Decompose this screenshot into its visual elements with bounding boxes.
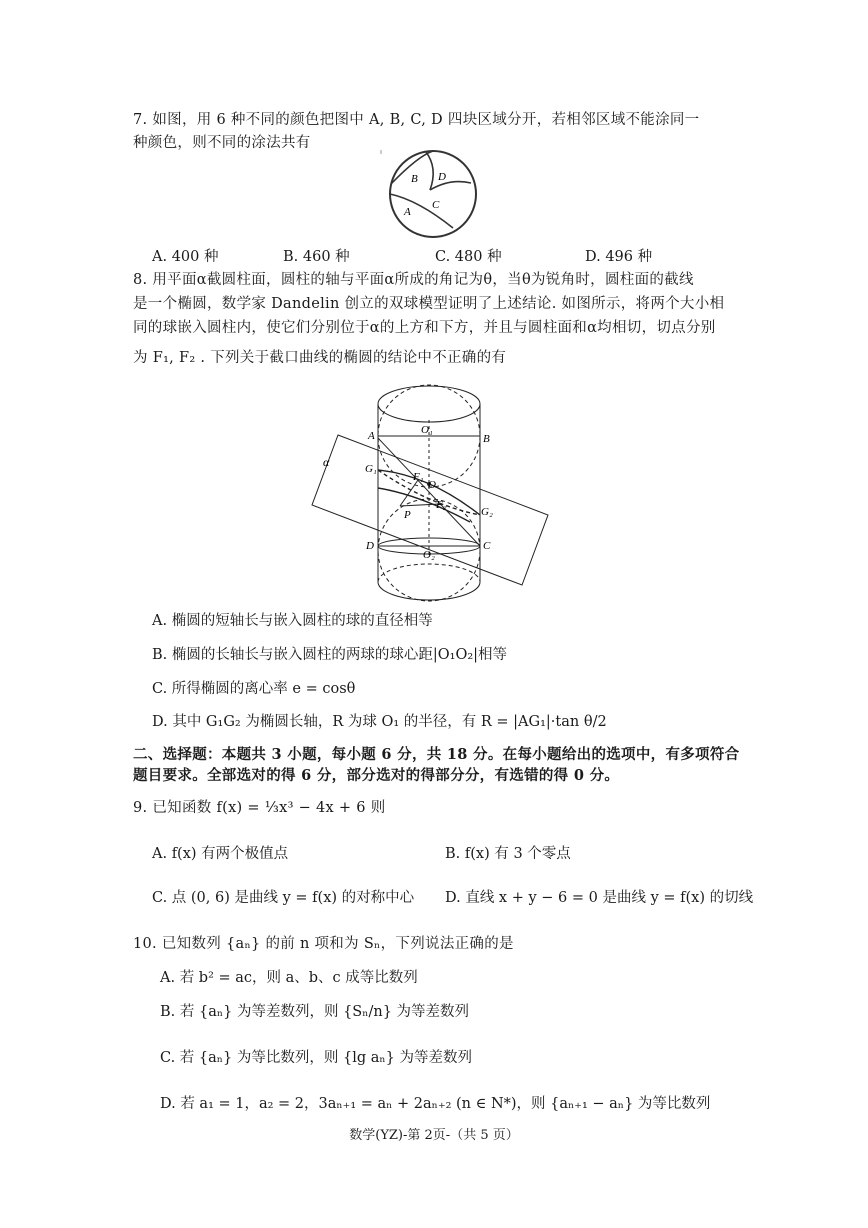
q8-option-a: A. 椭圆的短轴长与嵌入圆柱的球的直径相等 — [152, 613, 433, 629]
q9-option-a: A. f(x) 有两个极值点 — [152, 846, 289, 862]
q10-option-c: C. 若 {aₙ} 为等比数列，则 {lg aₙ} 为等差数列 — [160, 1050, 472, 1066]
q7-label-a: A — [404, 206, 411, 218]
q9-stem: 9. 已知函数 f(x) = ⅓x³ − 4x + 6 则 — [133, 800, 386, 816]
q10-option-b: B. 若 {aₙ} 为等差数列，则 {Sₙ/n} 为等差数列 — [160, 1004, 470, 1020]
q7-option-b: B. 460 种 — [283, 249, 350, 265]
label-d: D — [366, 540, 374, 552]
q8-line1: 8. 用平面α截圆柱面，圆柱的轴与平面α所成的角记为θ，当θ为锐角时，圆柱面的截线 — [133, 272, 694, 288]
q10-stem: 10. 已知数列 {aₙ} 的前 n 项和为 Sₙ，下列说法正确的是 — [133, 936, 514, 952]
q7-label-b: B — [411, 173, 418, 185]
label-a: A — [368, 430, 375, 442]
label-o2: O₂ — [423, 549, 435, 561]
section2-line1: 二、选择题：本题共 3 小题，每小题 6 分，共 18 分。在每小题给出的选项中，有多项符合 — [133, 746, 740, 763]
section2-line2: 题目要求。全部选对的得 6 分，部分选对的得部分分，有选错的得 0 分。 — [133, 767, 620, 784]
label-c: C — [483, 540, 491, 552]
q8-line4: 为 F₁, F₂ . 下列关于截口曲线的椭圆的结论中不正确的有 — [133, 350, 507, 366]
label-p: P — [404, 509, 411, 521]
page-footer: 数学(YZ)-第 2页-（共 5 页） — [349, 1128, 519, 1143]
q9-option-c: C. 点 (0, 6) 是曲线 y = f(x) 的对称中心 — [152, 890, 415, 906]
q8-line2: 是一个椭圆，数学家 Dandelin 创立的双球模型证明了上述结论. 如图所示，将两个大小相 — [133, 296, 725, 312]
q9-option-b: B. f(x) 有 3 个零点 — [445, 846, 571, 862]
q7-label-c: C — [432, 199, 440, 211]
cylinder-top — [378, 386, 480, 422]
label-g1: G₁ — [365, 463, 377, 475]
label-f2: F₂ — [436, 499, 447, 511]
q8-dandelin-figure — [310, 380, 560, 612]
q10-option-a: A. 若 b² = ac，则 a、b、c 成等比数列 — [160, 970, 418, 986]
label-alpha: α — [323, 455, 330, 469]
q7-line2: 种颜色，则不同的涂法共有 — [133, 135, 311, 151]
plane-alpha — [312, 435, 548, 585]
q7-line1: 7. 如图，用 6 种不同的颜色把图中 A, B, C, D 四块区域分开，若相邻区域不能涂同一 — [133, 112, 700, 128]
q9-option-d: D. 直线 x + y − 6 = 0 是曲线 y = f(x) 的切线 — [445, 890, 754, 906]
q8-line3: 同的球嵌入圆柱内，使它们分别位于α的上方和下方，并且与圆柱面和α均相切，切点分别 — [133, 320, 716, 336]
q7-label-d: D — [438, 171, 446, 183]
q7-option-a: A. 400 种 — [152, 249, 219, 265]
label-o: O — [428, 479, 436, 491]
q7-option-c: C. 480 种 — [435, 249, 502, 265]
q7-option-d: D. 496 种 — [585, 249, 653, 265]
q8-option-c: C. 所得椭圆的离心率 e = cosθ — [152, 681, 356, 697]
q8-option-d: D. 其中 G₁G₂ 为椭圆长轴，R 为球 O₁ 的半径，有 R = |AG₁|·tan θ/2 — [152, 714, 607, 730]
q7-outer-circle — [390, 151, 476, 237]
label-f1: F₁ — [413, 471, 424, 483]
q7-figure — [378, 148, 498, 244]
label-o1: O₁ — [421, 424, 433, 436]
q10-option-d: D. 若 a₁ = 1，a₂ = 2，3aₙ₊₁ = aₙ + 2aₙ₊₂ (n ∈ N*)，则 {aₙ₊₁ − aₙ} 为等比数列 — [160, 1096, 711, 1112]
label-b: B — [483, 433, 490, 445]
label-g2: G₂ — [481, 506, 493, 518]
q8-option-b: B. 椭圆的长轴长与嵌入圆柱的两球的球心距|O₁O₂|相等 — [152, 647, 508, 663]
